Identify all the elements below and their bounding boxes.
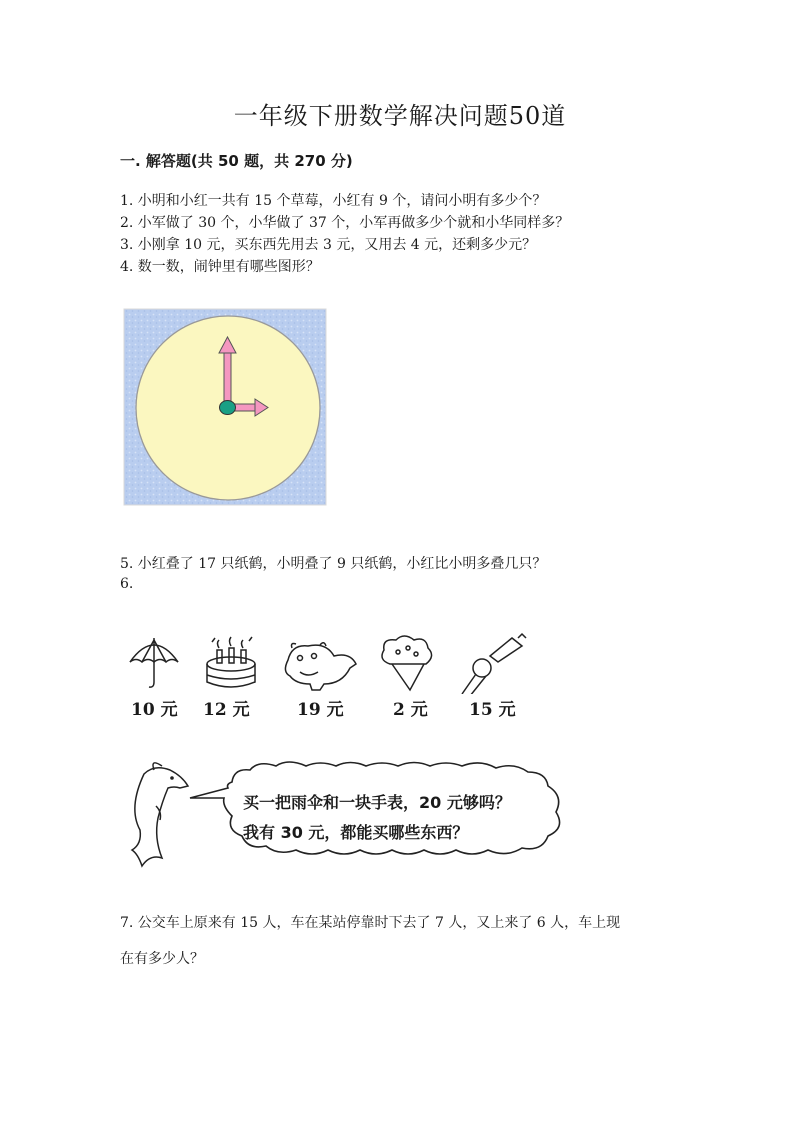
price-watch: 15 元 [469, 700, 516, 720]
question-1: 1. 小明和小红一共有 15 个草莓，小红有 9 个，请问小明有多少个？ [120, 193, 547, 209]
cake-icon [207, 637, 255, 687]
price-cake: 12 元 [203, 700, 250, 720]
question-7-line-1: 7. 公交车上原来有 15 人，车在某站停靠时下去了 7 人，又上来了 6 人，车上现 [120, 915, 621, 931]
page-title: 一年级下册数学解决问题50道 [233, 102, 567, 130]
speech-line-1: 买一把雨伞和一块手表，20 元够吗？ [243, 793, 511, 812]
price-ice-cream: 2 元 [393, 700, 428, 720]
question-7-line-2: 在有多少人？ [120, 951, 204, 967]
price-hippo-toy: 19 元 [297, 700, 344, 720]
watch-icon [462, 634, 526, 694]
speech-line-2: 我有 30 元，都能买哪些东西？ [243, 823, 469, 842]
question-3: 3. 小刚拿 10 元，买东西先用去 3 元，又用去 4 元，还剩多少元？ [120, 237, 537, 253]
question-6: 6. [120, 576, 134, 592]
price-umbrella: 10 元 [131, 700, 178, 720]
hippo-toy-icon [285, 643, 356, 690]
items-row [120, 632, 540, 694]
section-heading: 一. 解答题(共 50 题，共 270 分) [120, 152, 353, 170]
umbrella-icon [130, 638, 178, 687]
alarm-clock-illustration [122, 307, 332, 507]
dolphin-icon [118, 758, 198, 870]
ice-cream-icon [382, 636, 432, 690]
question-4: 4. 数一数，闹钟里有哪些图形？ [120, 259, 320, 275]
question-2: 2. 小军做了 30 个，小华做了 37 个，小军再做多少个就和小华同样多？ [120, 215, 570, 231]
question-5: 5. 小红叠了 17 只纸鹤，小明叠了 9 只纸鹤，小红比小明多叠几只？ [120, 556, 547, 572]
clock-center [220, 401, 236, 415]
